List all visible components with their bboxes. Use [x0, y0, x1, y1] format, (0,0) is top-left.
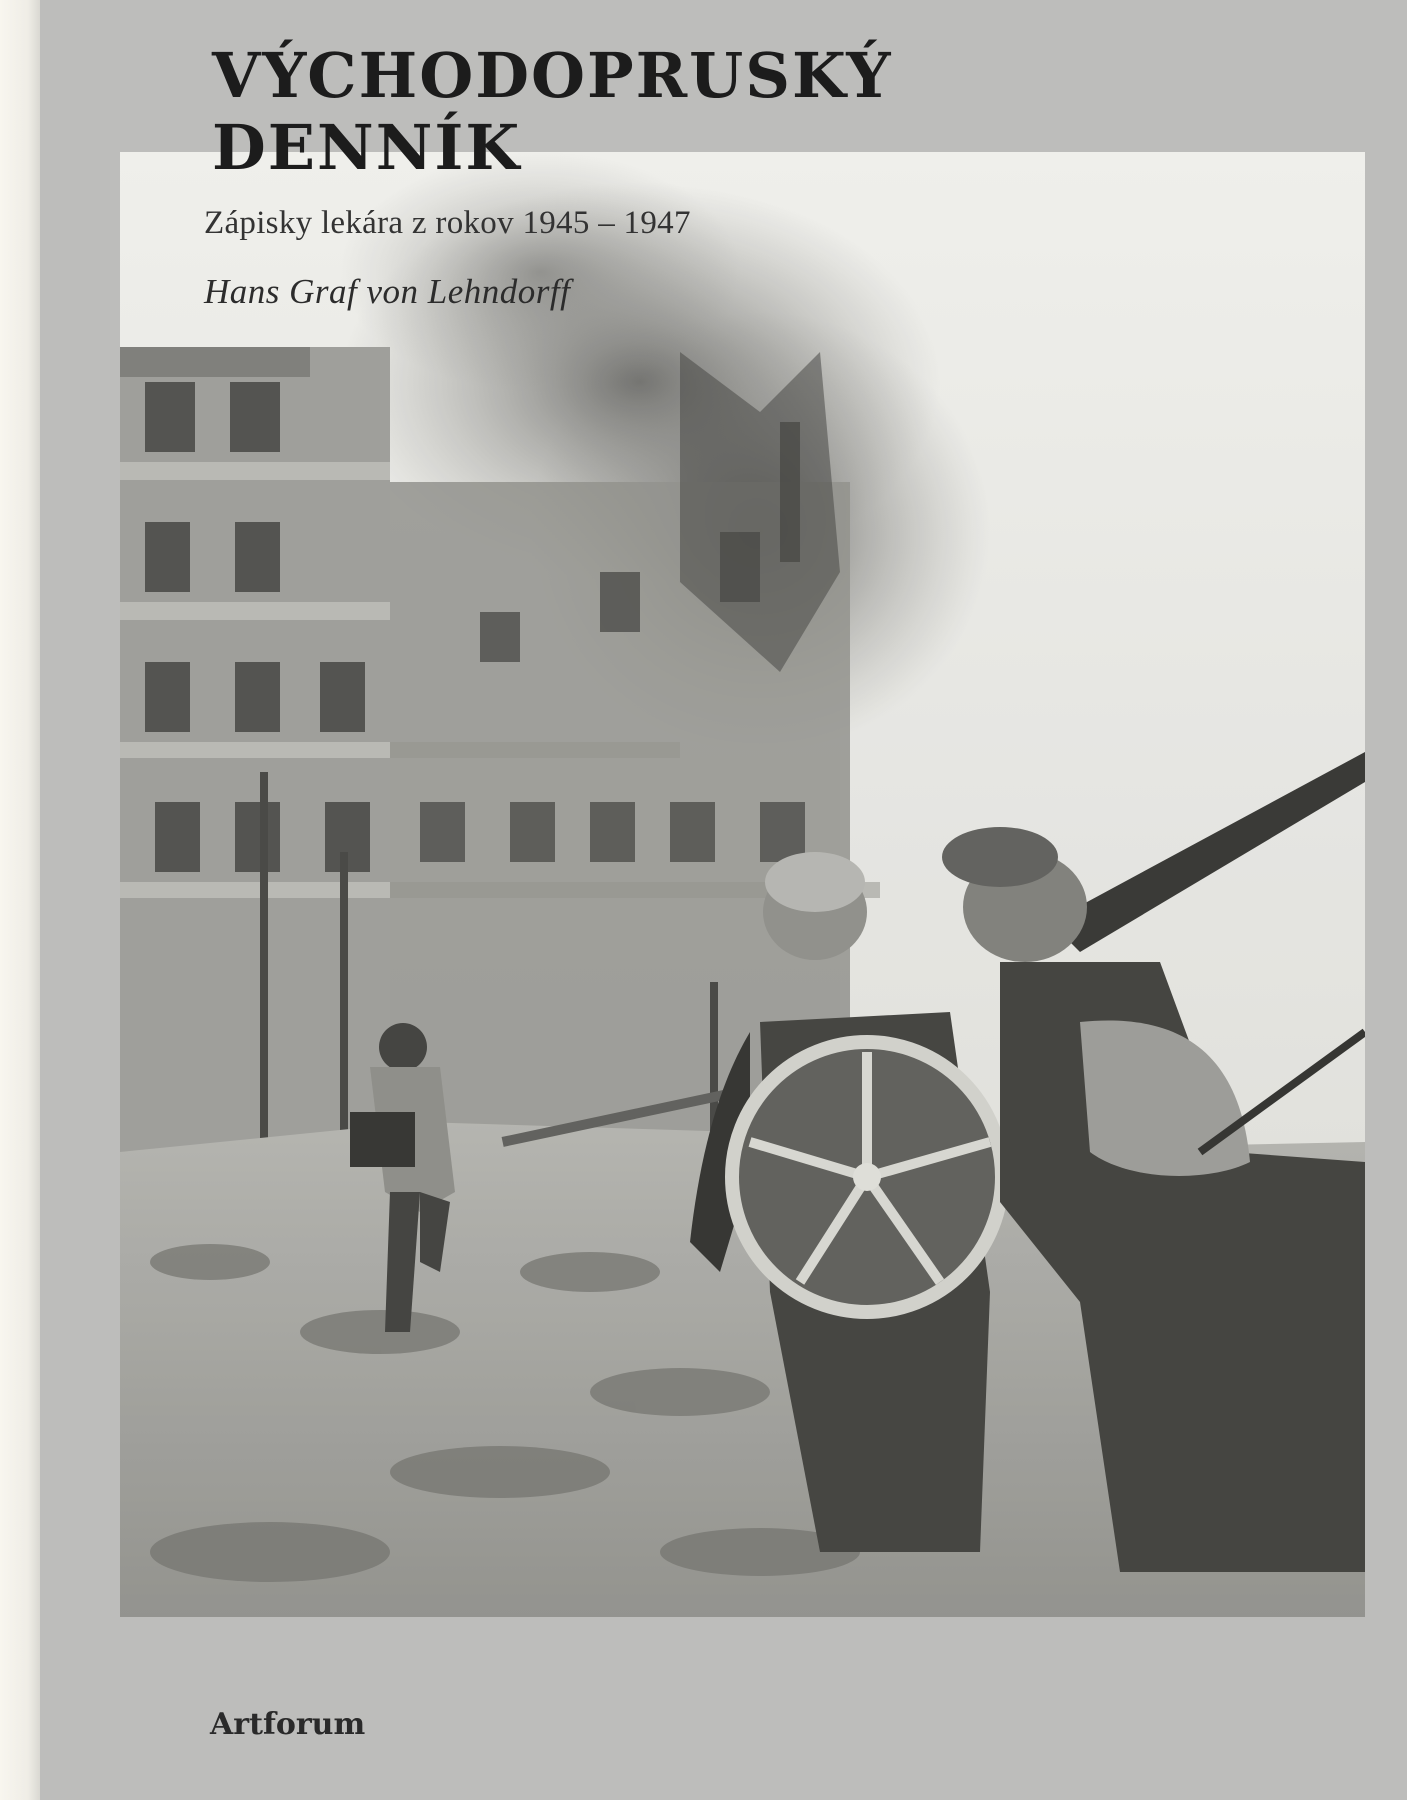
war-scene-image	[120, 152, 1365, 1617]
title-line-1: VÝCHODOPRUSKÝ	[212, 39, 893, 112]
cover-photograph	[120, 152, 1365, 1617]
book-title	[212, 40, 892, 184]
publisher-name: Artforum	[210, 1707, 366, 1742]
title-line-2: DENNÍK	[212, 111, 522, 184]
page-edge	[0, 0, 40, 1800]
book-author: Hans Graf von Lehndorff	[204, 272, 571, 311]
book-subtitle: Zápisky lekára z rokov 1945 – 1947	[204, 205, 691, 241]
